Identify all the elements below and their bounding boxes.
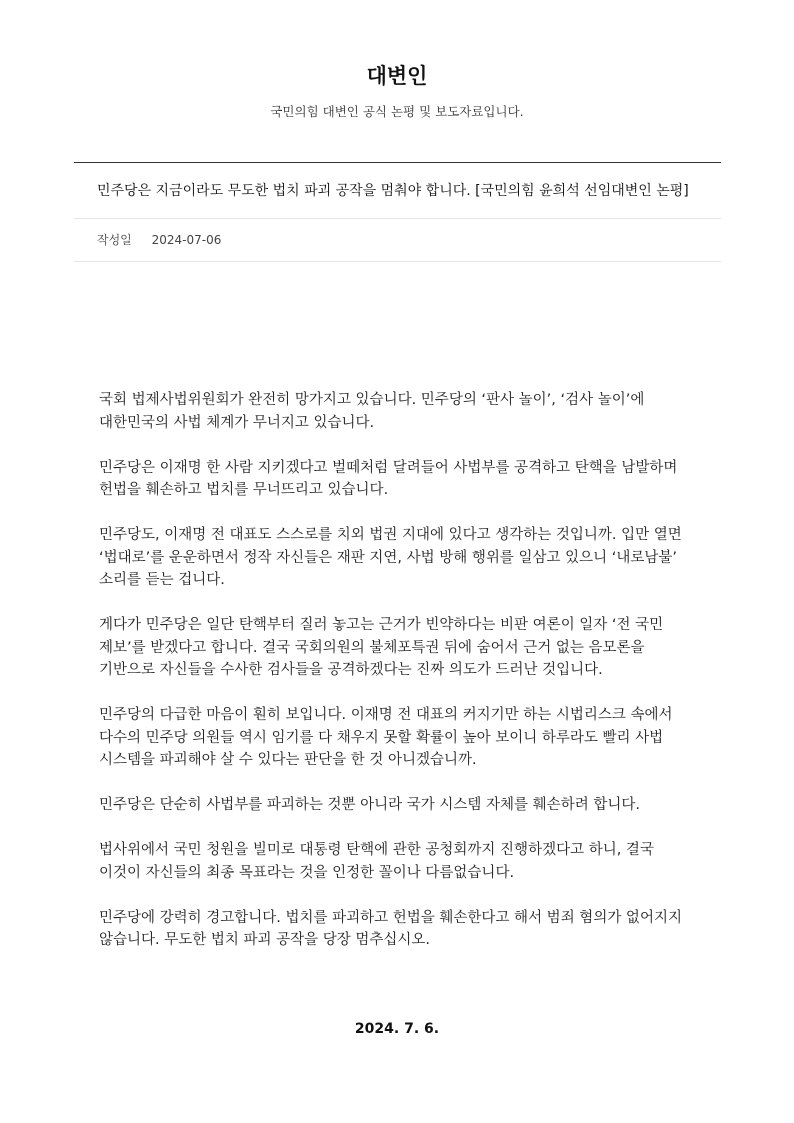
header-divider [74, 162, 721, 163]
site-subtitle: 국민의힘 대변인 공식 논평 및 보도자료입니다. [270, 104, 524, 119]
closing-date: 2024. 7. 6. [354, 1021, 440, 1037]
article-body [99, 389, 699, 974]
body-paragraph: 민주당에 강력히 경고합니다. 법치를 파괴하고 헌법을 훼손한다고 해서 범죄 혐의가 없어지지 않습니다. 무도한 법치 파괴 공작을 당장 멈추십시오. [99, 909, 682, 948]
meta-divider [74, 261, 721, 262]
body-paragraph: 법사위에서 국민 청원을 빌미로 대통령 탄핵에 관한 공청회까지 진행하겠다고 하니, 결국 이것이 자신들의 최종 목표라는 것을 인정한 꼴이나 다름없습니다. [99, 842, 654, 881]
body-paragraph: 국회 법제사법위원회가 완전히 망가지고 있습니다. 민주당의 ‘판사 놀이’, ‘검사 놀이’에 대한민국의 사법 체계가 무너지고 있습니다. [99, 392, 645, 431]
post-date: 2024-07-06 [151, 233, 222, 247]
date-label: 작성일 [97, 233, 132, 247]
body-paragraph: 민주당도, 이재명 전 대표도 스스로를 치외 법권 지대에 있다고 생각하는 것입니까. 입만 열면 ‘법대로’를 운운하면서 정작 자신들은 재판 지연, 사법 방해 행위를 일삼고 있으니 ‘내로남불’ 소리를 듣는 겁니다. [99, 527, 682, 588]
body-paragraph: 민주당의 다급한 마음이 훤히 보입니다. 이재명 전 대표의 커지기만 하는 시법리스크 속에서 다수의 민주당 의원들 역시 임기를 다 채우지 못할 확률이 높아 보이니 하루라도 빨리 사법 시스템을 파괴해야 살 수 있다는 판단을 한 것 아니겠습니까. [99, 707, 673, 768]
post-title: 민주당은 지금이라도 무도한 법치 파괴 공작을 멈춰야 합니다. [국민의힘 윤희석 선임대변인 논평] [97, 183, 689, 199]
site-title: 대변인 [366, 64, 428, 88]
body-paragraph: 민주당은 이재명 한 사람 지키겠다고 벌떼처럼 달려들어 사법부를 공격하고 탄핵을 남발하며 헌법을 훼손하고 법치를 무너뜨리고 있습니다. [99, 459, 678, 498]
body-paragraph: 게다가 민주당은 일단 탄핵부터 질러 놓고는 근거가 빈약하다는 비판 여론이 일자 ‘전 국민 제보’를 받겠다고 합니다. 결국 국회의원의 불체포특권 뒤에 숨어서 근거 없는 음모론을 기반으로 자신들을 수사한 검사들을 공격하겠다는 진짜 의도가 드러난 것입니다. [99, 617, 664, 678]
title-divider [74, 218, 721, 219]
post-meta [97, 231, 221, 249]
body-paragraph: 민주당은 단순히 사법부를 파괴하는 것뿐 아니라 국가 시스템 자체를 훼손하려 합니다. [99, 797, 640, 813]
